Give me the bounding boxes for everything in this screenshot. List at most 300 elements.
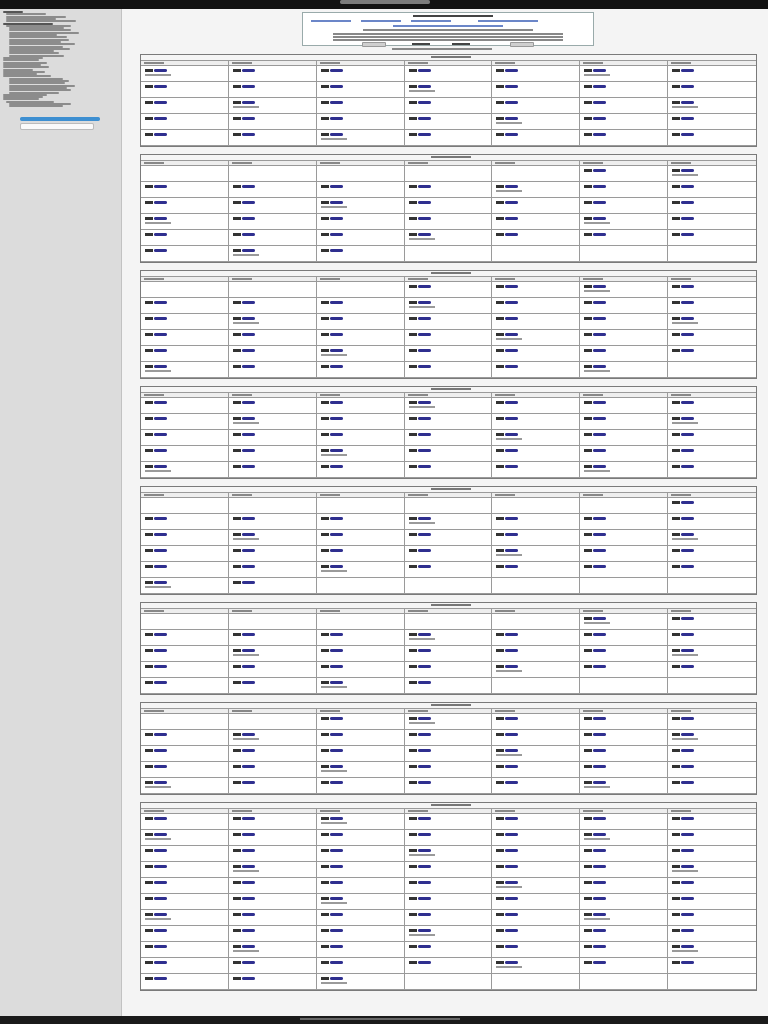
day-cell[interactable] xyxy=(405,462,493,478)
day-cell[interactable] xyxy=(317,530,405,546)
day-cell[interactable] xyxy=(492,182,580,198)
day-cell[interactable] xyxy=(580,814,668,830)
day-cell[interactable] xyxy=(668,282,756,298)
day-cell[interactable] xyxy=(580,646,668,662)
day-cell[interactable] xyxy=(141,878,229,894)
day-cell[interactable] xyxy=(668,398,756,414)
day-cell[interactable] xyxy=(317,846,405,862)
day-cell[interactable] xyxy=(580,446,668,462)
day-cell[interactable] xyxy=(317,314,405,330)
day-cell[interactable] xyxy=(668,614,756,630)
day-cell[interactable] xyxy=(405,778,493,794)
day-cell[interactable] xyxy=(405,198,493,214)
day-cell[interactable] xyxy=(141,578,229,594)
day-cell[interactable] xyxy=(141,678,229,694)
day-cell[interactable] xyxy=(492,114,580,130)
prev-year-button[interactable] xyxy=(362,42,386,47)
day-cell[interactable] xyxy=(229,578,317,594)
day-cell[interactable] xyxy=(317,398,405,414)
day-cell[interactable] xyxy=(668,730,756,746)
day-cell[interactable] xyxy=(405,678,493,694)
day-cell[interactable] xyxy=(229,514,317,530)
day-cell[interactable] xyxy=(580,346,668,362)
day-cell[interactable] xyxy=(141,346,229,362)
day-cell[interactable] xyxy=(317,926,405,942)
day-cell[interactable] xyxy=(229,98,317,114)
day-cell[interactable] xyxy=(229,814,317,830)
day-cell[interactable] xyxy=(141,814,229,830)
day-cell[interactable] xyxy=(668,958,756,974)
day-cell[interactable] xyxy=(668,910,756,926)
day-cell[interactable] xyxy=(229,214,317,230)
day-cell[interactable] xyxy=(580,398,668,414)
day-cell[interactable] xyxy=(492,82,580,98)
day-cell[interactable] xyxy=(405,646,493,662)
day-cell[interactable] xyxy=(492,198,580,214)
day-cell[interactable] xyxy=(405,714,493,730)
sidebar-item-4[interactable] xyxy=(6,20,76,22)
day-cell[interactable] xyxy=(229,846,317,862)
nav-link-3[interactable] xyxy=(478,20,538,22)
day-cell[interactable] xyxy=(492,314,580,330)
day-cell[interactable] xyxy=(141,926,229,942)
day-cell[interactable] xyxy=(580,846,668,862)
day-cell[interactable] xyxy=(229,530,317,546)
day-cell[interactable] xyxy=(492,462,580,478)
sidebar-item-21[interactable] xyxy=(3,59,39,61)
day-cell[interactable] xyxy=(405,530,493,546)
day-cell[interactable] xyxy=(405,362,493,378)
day-cell[interactable] xyxy=(229,66,317,82)
day-cell[interactable] xyxy=(229,114,317,130)
day-cell[interactable] xyxy=(405,562,493,578)
day-cell[interactable] xyxy=(668,462,756,478)
day-cell[interactable] xyxy=(317,130,405,146)
day-cell[interactable] xyxy=(317,646,405,662)
go-button[interactable] xyxy=(20,117,100,121)
day-cell[interactable] xyxy=(229,298,317,314)
day-cell[interactable] xyxy=(229,230,317,246)
secondary-button[interactable] xyxy=(20,123,94,130)
day-cell[interactable] xyxy=(317,346,405,362)
day-cell[interactable] xyxy=(141,114,229,130)
day-cell[interactable] xyxy=(317,462,405,478)
day-cell[interactable] xyxy=(668,942,756,958)
day-cell[interactable] xyxy=(492,562,580,578)
day-cell[interactable] xyxy=(580,166,668,182)
day-cell[interactable] xyxy=(580,714,668,730)
day-cell[interactable] xyxy=(405,662,493,678)
day-cell[interactable] xyxy=(668,498,756,514)
day-cell[interactable] xyxy=(668,114,756,130)
day-cell[interactable] xyxy=(405,942,493,958)
day-cell[interactable] xyxy=(492,546,580,562)
day-cell[interactable] xyxy=(668,314,756,330)
day-cell[interactable] xyxy=(668,82,756,98)
day-cell[interactable] xyxy=(405,298,493,314)
day-cell[interactable] xyxy=(492,214,580,230)
day-cell[interactable] xyxy=(229,330,317,346)
day-cell[interactable] xyxy=(141,942,229,958)
day-cell[interactable] xyxy=(405,66,493,82)
day-cell[interactable] xyxy=(229,926,317,942)
day-cell[interactable] xyxy=(141,66,229,82)
day-cell[interactable] xyxy=(580,730,668,746)
day-cell[interactable] xyxy=(405,958,493,974)
day-cell[interactable] xyxy=(668,182,756,198)
day-cell[interactable] xyxy=(229,346,317,362)
day-cell[interactable] xyxy=(317,446,405,462)
day-cell[interactable] xyxy=(668,414,756,430)
day-cell[interactable] xyxy=(141,546,229,562)
day-cell[interactable] xyxy=(141,846,229,862)
day-cell[interactable] xyxy=(317,230,405,246)
day-cell[interactable] xyxy=(668,98,756,114)
day-cell[interactable] xyxy=(229,446,317,462)
day-cell[interactable] xyxy=(405,846,493,862)
day-cell[interactable] xyxy=(580,66,668,82)
day-cell[interactable] xyxy=(141,730,229,746)
day-cell[interactable] xyxy=(668,166,756,182)
day-cell[interactable] xyxy=(141,862,229,878)
day-cell[interactable] xyxy=(580,862,668,878)
day-cell[interactable] xyxy=(492,530,580,546)
day-cell[interactable] xyxy=(580,546,668,562)
day-cell[interactable] xyxy=(580,778,668,794)
day-cell[interactable] xyxy=(317,730,405,746)
day-cell[interactable] xyxy=(668,926,756,942)
day-cell[interactable] xyxy=(668,430,756,446)
day-cell[interactable] xyxy=(141,646,229,662)
day-cell[interactable] xyxy=(141,762,229,778)
day-cell[interactable] xyxy=(668,778,756,794)
day-cell[interactable] xyxy=(405,630,493,646)
day-cell[interactable] xyxy=(668,630,756,646)
day-cell[interactable] xyxy=(668,878,756,894)
day-cell[interactable] xyxy=(141,362,229,378)
day-cell[interactable] xyxy=(405,514,493,530)
day-cell[interactable] xyxy=(492,958,580,974)
day-cell[interactable] xyxy=(405,862,493,878)
day-cell[interactable] xyxy=(668,346,756,362)
day-cell[interactable] xyxy=(229,974,317,990)
day-cell[interactable] xyxy=(668,198,756,214)
day-cell[interactable] xyxy=(668,230,756,246)
day-cell[interactable] xyxy=(405,430,493,446)
day-cell[interactable] xyxy=(229,198,317,214)
day-cell[interactable] xyxy=(141,314,229,330)
day-cell[interactable] xyxy=(580,362,668,378)
day-cell[interactable] xyxy=(229,894,317,910)
day-cell[interactable] xyxy=(141,230,229,246)
day-cell[interactable] xyxy=(580,530,668,546)
day-cell[interactable] xyxy=(492,730,580,746)
day-cell[interactable] xyxy=(492,130,580,146)
day-cell[interactable] xyxy=(317,910,405,926)
day-cell[interactable] xyxy=(668,446,756,462)
day-cell[interactable] xyxy=(229,362,317,378)
day-cell[interactable] xyxy=(492,894,580,910)
day-cell[interactable] xyxy=(141,974,229,990)
info-line-0[interactable] xyxy=(393,25,503,27)
day-cell[interactable] xyxy=(492,414,580,430)
day-cell[interactable] xyxy=(580,414,668,430)
day-cell[interactable] xyxy=(668,646,756,662)
day-cell[interactable] xyxy=(405,894,493,910)
day-cell[interactable] xyxy=(141,910,229,926)
day-cell[interactable] xyxy=(141,198,229,214)
day-cell[interactable] xyxy=(492,230,580,246)
day-cell[interactable] xyxy=(405,414,493,430)
day-cell[interactable] xyxy=(492,814,580,830)
day-cell[interactable] xyxy=(405,82,493,98)
day-cell[interactable] xyxy=(141,530,229,546)
day-cell[interactable] xyxy=(317,974,405,990)
day-cell[interactable] xyxy=(141,82,229,98)
day-cell[interactable] xyxy=(405,926,493,942)
day-cell[interactable] xyxy=(317,414,405,430)
day-cell[interactable] xyxy=(492,298,580,314)
day-cell[interactable] xyxy=(492,398,580,414)
sidebar-item-14[interactable] xyxy=(9,43,75,45)
day-cell[interactable] xyxy=(405,282,493,298)
day-cell[interactable] xyxy=(668,762,756,778)
day-cell[interactable] xyxy=(405,878,493,894)
day-cell[interactable] xyxy=(668,130,756,146)
day-cell[interactable] xyxy=(317,814,405,830)
day-cell[interactable] xyxy=(668,214,756,230)
day-cell[interactable] xyxy=(405,398,493,414)
nav-link-0[interactable] xyxy=(311,20,351,22)
day-cell[interactable] xyxy=(405,730,493,746)
day-cell[interactable] xyxy=(229,910,317,926)
day-cell[interactable] xyxy=(668,330,756,346)
day-cell[interactable] xyxy=(580,98,668,114)
day-cell[interactable] xyxy=(141,414,229,430)
day-cell[interactable] xyxy=(580,182,668,198)
day-cell[interactable] xyxy=(405,446,493,462)
day-cell[interactable] xyxy=(492,362,580,378)
day-cell[interactable] xyxy=(317,862,405,878)
day-cell[interactable] xyxy=(492,762,580,778)
day-cell[interactable] xyxy=(317,198,405,214)
day-cell[interactable] xyxy=(405,830,493,846)
day-cell[interactable] xyxy=(668,830,756,846)
day-cell[interactable] xyxy=(580,662,668,678)
day-cell[interactable] xyxy=(580,746,668,762)
day-cell[interactable] xyxy=(317,182,405,198)
day-cell[interactable] xyxy=(580,878,668,894)
day-cell[interactable] xyxy=(668,894,756,910)
day-cell[interactable] xyxy=(317,778,405,794)
sidebar-item-24[interactable] xyxy=(3,66,49,68)
day-cell[interactable] xyxy=(229,82,317,98)
day-cell[interactable] xyxy=(317,662,405,678)
day-cell[interactable] xyxy=(580,942,668,958)
sidebar-item-31[interactable] xyxy=(9,82,65,84)
day-cell[interactable] xyxy=(229,778,317,794)
day-cell[interactable] xyxy=(492,330,580,346)
day-cell[interactable] xyxy=(405,314,493,330)
day-cell[interactable] xyxy=(405,762,493,778)
day-cell[interactable] xyxy=(580,430,668,446)
day-cell[interactable] xyxy=(580,114,668,130)
day-cell[interactable] xyxy=(317,430,405,446)
day-cell[interactable] xyxy=(492,282,580,298)
day-cell[interactable] xyxy=(317,330,405,346)
day-cell[interactable] xyxy=(492,846,580,862)
day-cell[interactable] xyxy=(405,330,493,346)
day-cell[interactable] xyxy=(580,314,668,330)
day-cell[interactable] xyxy=(317,514,405,530)
day-cell[interactable] xyxy=(580,282,668,298)
day-cell[interactable] xyxy=(492,862,580,878)
day-cell[interactable] xyxy=(492,926,580,942)
day-cell[interactable] xyxy=(492,514,580,530)
day-cell[interactable] xyxy=(668,562,756,578)
day-cell[interactable] xyxy=(492,446,580,462)
day-cell[interactable] xyxy=(317,214,405,230)
day-cell[interactable] xyxy=(405,214,493,230)
day-cell[interactable] xyxy=(141,746,229,762)
day-cell[interactable] xyxy=(229,398,317,414)
day-cell[interactable] xyxy=(492,778,580,794)
day-cell[interactable] xyxy=(317,630,405,646)
day-cell[interactable] xyxy=(317,678,405,694)
day-cell[interactable] xyxy=(229,746,317,762)
day-cell[interactable] xyxy=(229,246,317,262)
next-year-button[interactable] xyxy=(510,42,534,47)
day-cell[interactable] xyxy=(317,830,405,846)
day-cell[interactable] xyxy=(580,82,668,98)
day-cell[interactable] xyxy=(580,910,668,926)
day-cell[interactable] xyxy=(317,942,405,958)
day-cell[interactable] xyxy=(141,830,229,846)
day-cell[interactable] xyxy=(229,646,317,662)
day-cell[interactable] xyxy=(141,562,229,578)
day-cell[interactable] xyxy=(492,98,580,114)
day-cell[interactable] xyxy=(405,230,493,246)
day-cell[interactable] xyxy=(317,66,405,82)
day-cell[interactable] xyxy=(317,958,405,974)
day-cell[interactable] xyxy=(580,630,668,646)
day-cell[interactable] xyxy=(492,630,580,646)
day-cell[interactable] xyxy=(580,762,668,778)
day-cell[interactable] xyxy=(141,778,229,794)
day-cell[interactable] xyxy=(229,462,317,478)
day-cell[interactable] xyxy=(405,814,493,830)
day-cell[interactable] xyxy=(141,182,229,198)
day-cell[interactable] xyxy=(668,846,756,862)
day-cell[interactable] xyxy=(141,214,229,230)
day-cell[interactable] xyxy=(492,66,580,82)
day-cell[interactable] xyxy=(229,958,317,974)
day-cell[interactable] xyxy=(141,514,229,530)
sidebar-item-41[interactable] xyxy=(9,105,63,107)
day-cell[interactable] xyxy=(405,114,493,130)
sidebar-item-34[interactable] xyxy=(9,89,71,91)
day-cell[interactable] xyxy=(668,746,756,762)
day-cell[interactable] xyxy=(580,562,668,578)
day-cell[interactable] xyxy=(229,314,317,330)
day-cell[interactable] xyxy=(492,830,580,846)
day-cell[interactable] xyxy=(229,762,317,778)
day-cell[interactable] xyxy=(492,910,580,926)
day-cell[interactable] xyxy=(317,546,405,562)
nav-link-1[interactable] xyxy=(361,20,401,22)
day-cell[interactable] xyxy=(141,430,229,446)
day-cell[interactable] xyxy=(317,894,405,910)
day-cell[interactable] xyxy=(317,746,405,762)
day-cell[interactable] xyxy=(668,298,756,314)
day-cell[interactable] xyxy=(229,130,317,146)
day-cell[interactable] xyxy=(317,82,405,98)
day-cell[interactable] xyxy=(317,362,405,378)
sidebar-item-1[interactable] xyxy=(6,13,46,15)
day-cell[interactable] xyxy=(580,958,668,974)
day-cell[interactable] xyxy=(580,462,668,478)
day-cell[interactable] xyxy=(668,530,756,546)
day-cell[interactable] xyxy=(668,546,756,562)
day-cell[interactable] xyxy=(141,462,229,478)
day-cell[interactable] xyxy=(405,910,493,926)
day-cell[interactable] xyxy=(229,862,317,878)
day-cell[interactable] xyxy=(141,958,229,974)
day-cell[interactable] xyxy=(317,562,405,578)
day-cell[interactable] xyxy=(580,926,668,942)
day-cell[interactable] xyxy=(668,714,756,730)
day-cell[interactable] xyxy=(317,98,405,114)
day-cell[interactable] xyxy=(580,514,668,530)
day-cell[interactable] xyxy=(492,942,580,958)
day-cell[interactable] xyxy=(229,414,317,430)
day-cell[interactable] xyxy=(141,398,229,414)
day-cell[interactable] xyxy=(141,130,229,146)
day-cell[interactable] xyxy=(141,298,229,314)
day-cell[interactable] xyxy=(141,446,229,462)
day-cell[interactable] xyxy=(580,894,668,910)
day-cell[interactable] xyxy=(580,214,668,230)
day-cell[interactable] xyxy=(317,114,405,130)
day-cell[interactable] xyxy=(317,298,405,314)
day-cell[interactable] xyxy=(492,714,580,730)
day-cell[interactable] xyxy=(405,346,493,362)
day-cell[interactable] xyxy=(317,762,405,778)
day-cell[interactable] xyxy=(580,130,668,146)
day-cell[interactable] xyxy=(229,430,317,446)
day-cell[interactable] xyxy=(229,546,317,562)
day-cell[interactable] xyxy=(141,894,229,910)
day-cell[interactable] xyxy=(492,646,580,662)
day-cell[interactable] xyxy=(405,98,493,114)
nav-link-2[interactable] xyxy=(411,20,451,22)
day-cell[interactable] xyxy=(229,942,317,958)
day-cell[interactable] xyxy=(317,878,405,894)
day-cell[interactable] xyxy=(580,298,668,314)
day-cell[interactable] xyxy=(229,830,317,846)
day-cell[interactable] xyxy=(405,546,493,562)
day-cell[interactable] xyxy=(580,614,668,630)
day-cell[interactable] xyxy=(668,862,756,878)
day-cell[interactable] xyxy=(492,878,580,894)
day-cell[interactable] xyxy=(492,346,580,362)
day-cell[interactable] xyxy=(141,98,229,114)
day-cell[interactable] xyxy=(580,830,668,846)
day-cell[interactable] xyxy=(229,562,317,578)
day-cell[interactable] xyxy=(405,130,493,146)
day-cell[interactable] xyxy=(141,330,229,346)
day-cell[interactable] xyxy=(229,662,317,678)
